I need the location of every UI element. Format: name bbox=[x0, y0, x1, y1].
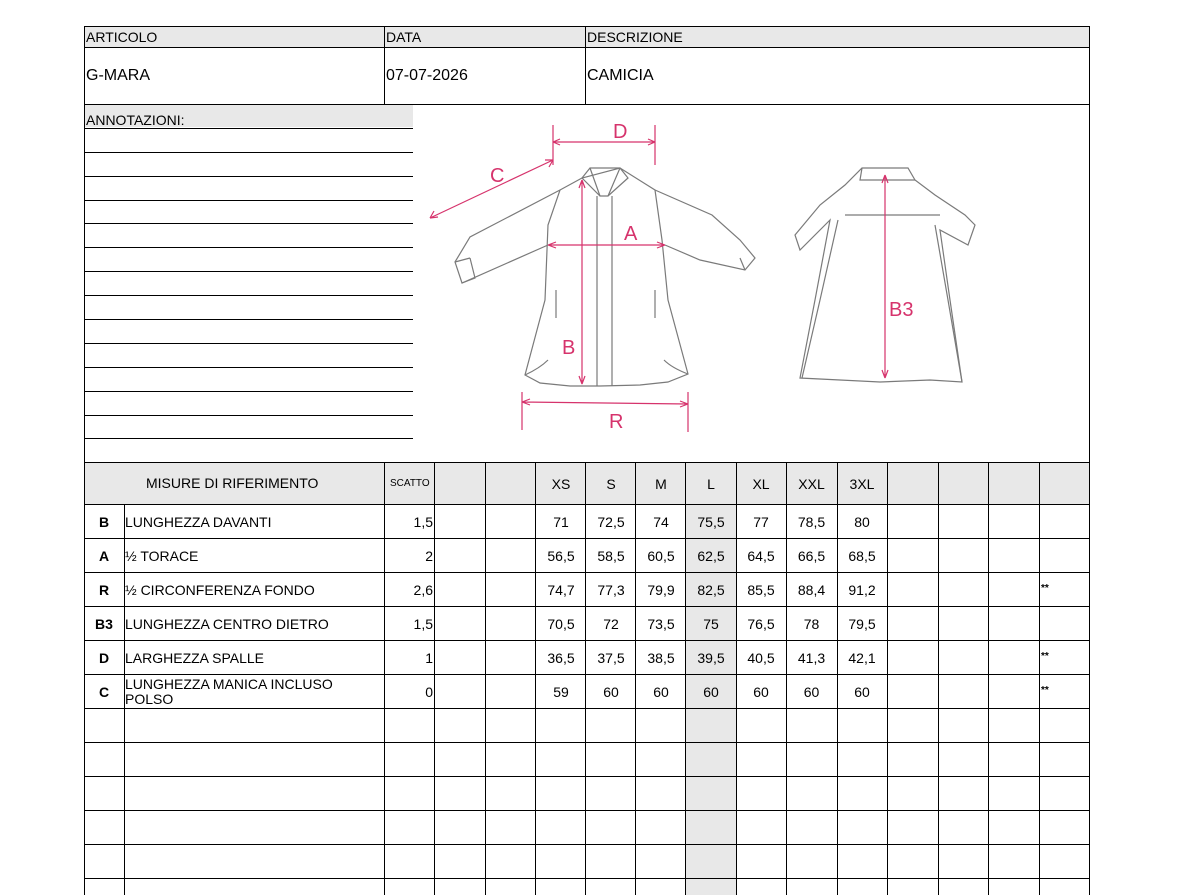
value-3xl: 91,2 bbox=[848, 582, 876, 598]
value-m: 60 bbox=[653, 684, 669, 700]
value-l: 62,5 bbox=[697, 548, 725, 564]
annotazioni-label: ANNOTAZIONI: bbox=[86, 112, 185, 128]
label-A: A bbox=[624, 223, 638, 245]
value-m: 74 bbox=[653, 514, 669, 530]
row-label-line-1: LUNGHEZZA MANICA INCLUSO bbox=[125, 676, 333, 692]
value-l: 75,5 bbox=[697, 514, 725, 530]
value-3xl: 42,1 bbox=[848, 650, 876, 666]
value-m: 38,5 bbox=[647, 650, 675, 666]
row-note bbox=[1040, 539, 1089, 573]
data-value: 07-07-2026 bbox=[386, 67, 468, 84]
label-D: D bbox=[613, 121, 628, 143]
row-label: LARGHEZZA SPALLE bbox=[125, 650, 265, 666]
row-scatto: 1 bbox=[425, 650, 433, 666]
value-xl: 64,5 bbox=[747, 548, 775, 564]
value-3xl: 68,5 bbox=[848, 548, 876, 564]
row-label: ½ TORACE bbox=[125, 548, 199, 564]
value-xs: 71 bbox=[553, 514, 569, 530]
value-xs: 70,5 bbox=[547, 616, 575, 632]
row-note bbox=[1040, 505, 1089, 539]
value-xs: 74,7 bbox=[547, 582, 575, 598]
size-header-l: L bbox=[707, 475, 715, 492]
value-xl: 85,5 bbox=[747, 582, 775, 598]
row-scatto: 2 bbox=[425, 548, 433, 564]
scatto-label: SCATTO bbox=[390, 478, 430, 489]
row-note: ** bbox=[1041, 684, 1049, 696]
data-label: DATA bbox=[386, 29, 422, 45]
row-scatto: 1,5 bbox=[413, 514, 433, 530]
row-label: ½ CIRCONFERENZA FONDO bbox=[125, 582, 315, 598]
value-m: 79,9 bbox=[647, 582, 675, 598]
value-s: 77,3 bbox=[597, 582, 625, 598]
row-code: R bbox=[98, 582, 110, 598]
row-note bbox=[1040, 607, 1089, 641]
label-B3: B3 bbox=[889, 299, 914, 321]
row-scatto: 1,5 bbox=[413, 616, 433, 632]
row-label bbox=[125, 677, 385, 707]
size-header-m: M bbox=[655, 475, 667, 492]
row-code: D bbox=[98, 650, 110, 666]
articolo-label: ARTICOLO bbox=[86, 29, 158, 45]
row-code: A bbox=[98, 548, 110, 564]
row-code: B3 bbox=[95, 616, 113, 632]
value-l: 60 bbox=[703, 684, 719, 700]
value-xxl: 88,4 bbox=[797, 582, 826, 598]
row-code: B bbox=[98, 514, 110, 530]
value-s: 72,5 bbox=[597, 514, 625, 530]
value-xxl: 60 bbox=[803, 684, 820, 700]
value-xxl: 41,3 bbox=[797, 650, 826, 666]
size-header-xl: XL bbox=[752, 475, 770, 492]
value-l: 39,5 bbox=[697, 650, 725, 666]
label-R: R bbox=[609, 411, 624, 433]
measurement-labels bbox=[490, 121, 913, 433]
value-xs: 56,5 bbox=[547, 548, 575, 564]
value-xl: 40,5 bbox=[747, 650, 775, 666]
row-label: LUNGHEZZA CENTRO DIETRO bbox=[125, 616, 329, 632]
row-note: ** bbox=[1041, 582, 1049, 594]
descrizione-label: DESCRIZIONE bbox=[587, 29, 683, 45]
descrizione-value: CAMICIA bbox=[587, 67, 654, 84]
row-label-line-2: POLSO bbox=[125, 691, 174, 707]
value-s: 58,5 bbox=[597, 548, 625, 564]
size-header-3xl: 3XL bbox=[849, 475, 875, 492]
value-xl: 76,5 bbox=[747, 616, 775, 632]
articolo-value: G-MARA bbox=[86, 67, 150, 84]
value-xl: 60 bbox=[753, 684, 769, 700]
value-xxl: 78 bbox=[803, 616, 820, 632]
value-s: 72 bbox=[603, 616, 619, 632]
row-code: C bbox=[98, 684, 110, 700]
value-xxl: 78,5 bbox=[797, 514, 826, 530]
value-s: 37,5 bbox=[597, 650, 625, 666]
row-note: ** bbox=[1041, 650, 1049, 662]
value-xl: 77 bbox=[753, 514, 769, 530]
label-C: C bbox=[490, 165, 505, 187]
size-header-xs: XS bbox=[551, 475, 571, 492]
value-xxl: 66,5 bbox=[797, 548, 826, 564]
row-scatto: 2,6 bbox=[413, 582, 433, 598]
value-xs: 59 bbox=[553, 684, 569, 700]
size-header-xxl: XXL bbox=[798, 475, 825, 492]
value-xs: 36,5 bbox=[547, 650, 575, 666]
table-title: MISURE DI RIFERIMENTO bbox=[146, 475, 319, 491]
size-header-s: S bbox=[606, 475, 616, 492]
label-B: B bbox=[562, 337, 576, 359]
value-3xl: 79,5 bbox=[848, 616, 876, 632]
value-s: 60 bbox=[603, 684, 619, 700]
value-3xl: 60 bbox=[854, 684, 870, 700]
shirt-front-sketch bbox=[455, 168, 755, 386]
row-label: LUNGHEZZA DAVANTI bbox=[125, 514, 272, 530]
value-l: 75 bbox=[703, 616, 719, 632]
row-scatto: 0 bbox=[425, 684, 433, 700]
value-l: 82,5 bbox=[697, 582, 725, 598]
value-m: 60,5 bbox=[647, 548, 675, 564]
value-m: 73,5 bbox=[647, 616, 675, 632]
value-3xl: 80 bbox=[854, 514, 870, 530]
